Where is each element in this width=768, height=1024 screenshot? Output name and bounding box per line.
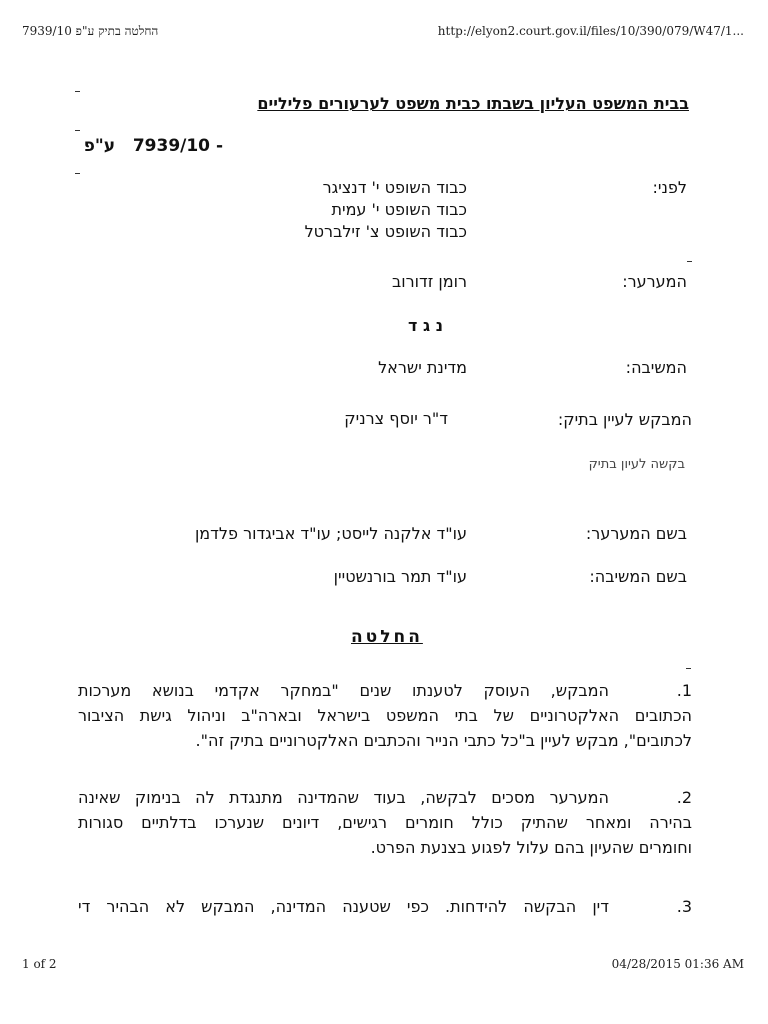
paragraph-line: המבקש, העוסק לטענתו שנים "במחקר אקדמי בנושא מערכות: [78, 681, 609, 700]
paragraph-line: הכתובים האלקטרוניים של בתי המשפט בישראל ובארה"ב וניהול גישת הציבור: [78, 706, 692, 725]
judge-3: כבוד השופט צ' זילברטל: [304, 222, 467, 241]
respondent-name: מדינת ישראל: [378, 358, 467, 377]
print-header-title: החלטה בתיק ע"פ 7939/10: [22, 24, 159, 38]
decision-heading: החלטה: [351, 627, 423, 647]
decision-paragraph-2: [78, 785, 692, 860]
petitioner-label: המבקש לעיין בתיק:: [557, 410, 692, 429]
paragraph-line: לכתובים", מבקש לעיין ב"כל כתבי הנייר והכתבים האלקטרוניים בתיק זה".: [195, 731, 692, 750]
appellant-label: המערער:: [622, 272, 687, 291]
print-header-url[interactable]: http://elyon2.court.gov.il/files/10/390/079/W47/1...: [437, 24, 744, 38]
margin-mark: [75, 173, 80, 174]
case-number-line: [84, 136, 223, 156]
counsel-appellant-label: בשם המערער:: [585, 524, 687, 543]
paragraph-number: 1.: [676, 681, 692, 700]
decision-paragraph-3: [78, 894, 692, 919]
case-number: 7939/10: [132, 136, 211, 156]
petitioner-name: ד"ר יוסף צרניק: [344, 409, 448, 428]
margin-mark: [686, 668, 691, 669]
print-timestamp: 04/28/2015 01:36 AM: [611, 957, 744, 971]
judge-1: כבוד השופט י' דנציגר: [322, 178, 467, 197]
margin-mark: [75, 91, 80, 92]
margin-mark: [75, 130, 80, 131]
counsel-respondent-label: בשם המשיבה:: [589, 567, 687, 586]
page-count: 1 of 2: [22, 957, 57, 971]
appellant-name: רומן זדורוב: [392, 272, 467, 291]
paragraph-number: 3.: [676, 897, 692, 916]
case-dash: -: [215, 136, 223, 156]
versus-label: נ ג ד: [408, 316, 443, 335]
paragraph-line: המערער מסכים לבקשה, בעוד שהמדינה מתנגדת לה בנימוק שאינה: [78, 788, 609, 807]
before-label: לפני:: [652, 178, 687, 197]
paragraph-line: דין הבקשה להידחות. כפי שטענה המדינה, המבקש לא הבהיר די: [78, 897, 609, 916]
judge-2: כבוד השופט י' עמית: [331, 200, 467, 219]
counsel-appellant-names: עו"ד אלקנה לייסט; עו"ד אביגדור פלדמן: [194, 524, 467, 543]
counsel-respondent-names: עו"ד תמר בורנשטיין: [333, 567, 467, 586]
paragraph-line: בהירה ומאחר שהתיק כולל חומרים רגישים, דיונים שנערכו בדלתיים סגורות: [78, 813, 692, 832]
respondent-label: המשיבה:: [625, 358, 687, 377]
decision-paragraph-1: [78, 678, 692, 753]
paragraph-number: 2.: [676, 788, 692, 807]
request-type: בקשה לעיון בתיק: [588, 457, 685, 472]
case-prefix: ע"פ: [83, 136, 116, 156]
court-title: בבית המשפט העליון בשבתו כבית משפט לערעורים פליליים: [257, 94, 689, 113]
paragraph-line: וחומרים שהעיון בהם עלול לפגוע בצנעת הפרט.: [370, 838, 692, 857]
margin-mark: [687, 261, 692, 262]
